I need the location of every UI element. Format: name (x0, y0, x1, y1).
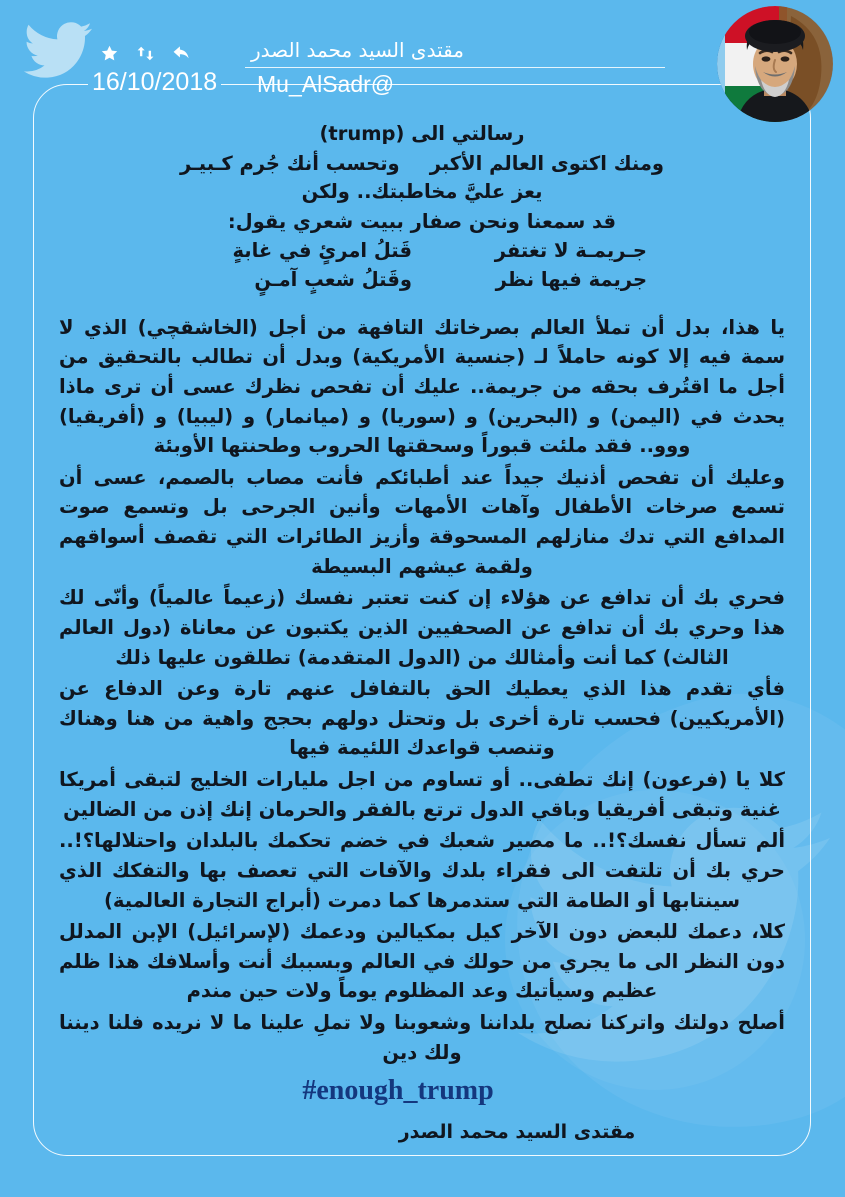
poem-verse (55, 265, 789, 294)
avatar[interactable] (717, 6, 833, 122)
intro-side-text: ومنك اكتوى العالم الأكبر (429, 151, 665, 175)
hashtag[interactable]: #enough_trump (302, 1075, 494, 1107)
poem-verse (55, 236, 789, 265)
tweet-paragraph: وعليك أن تفحص أذنيك جيداً عند أطبائكم فأنت مصاب بالصمم، عسى أن تسمع صرخات الأطفال وآهات الأمهات وأنين الجرحى بل وتسمع صوت المدافع التي تدك منازلهم المسحوقة وأزيز الطائرات التي تقصف أسواقهم ولقمة عيشهم البسيطة (59, 465, 785, 578)
verse-hemistich-a: قَتلُ امرئٍ في غابةٍ (232, 239, 412, 263)
tweet-paragraph: فحري بك أن تدافع عن هؤلاء إن كنت تعتبر نفسك (زعيماً عالمياً) وأنّى لك هذا وحري بك أن تدافع عن الصحفيين الذين يكتبون عن معاناة (دول العالم الثالث) كما أنت وأمثالك من (الدول المتقدمة) تطلقون عليها ذلك (59, 586, 785, 669)
verse-hemistich-b: جـريمـة لا تغتفر (494, 239, 647, 263)
favorite-star-icon[interactable] (100, 44, 119, 63)
account-name: مقتدى السيد محمد الصدر (251, 38, 464, 62)
intro-line-with-side (55, 149, 789, 178)
verse-hemistich-a: وقَتلُ شعبٍ آمـنٍ (254, 268, 412, 292)
intro-line: يعز عليَّ مخاطبتك.. ولكن (301, 179, 543, 203)
spacer (55, 295, 789, 302)
tweet-header (0, 0, 845, 122)
tweet-action-icons (100, 44, 191, 63)
account-handle: Mu_AlSadr@ (257, 71, 395, 97)
intro-line: رسالتي الى (trump) (319, 122, 525, 145)
tweet-paragraph: كلا، دعمك للبعض دون الآخر كيل بمكيالين ودعمك (لإسرائيل) الإبن المدلل دون النظر الى ما يجري من حولك في العالم وبسببك أنت وأسلافك هذا ظلم عظيم وسيأتيك وعد المظلوم يوماً ولات حين مندم (59, 920, 785, 1003)
tweet-paragraph: ألم تسأل نفسك؟!.. ما مصير شعبك في خضم تحكمك بالبلدان واحتلالها؟!.. حري بك أن تلتفت الى فقراء بلدك والآفات التي تعصف بها والتفكك الذي سينتابها أو الطامة التي ستدمرها كما دمرت (أبراج التجارة العالمية) (59, 829, 785, 912)
reply-icon[interactable] (172, 44, 191, 63)
tweet-body (33, 120, 811, 1143)
tweet-paragraph: أصلح دولتك واتركنا نصلح بلداننا وشعوبنا ولا تملِ علينا ما لا نريده فلنا ديننا ولك دين (59, 1011, 785, 1064)
retweet-icon[interactable] (136, 44, 155, 63)
tweet-date: 16/10/2018 (88, 68, 221, 97)
tweet-paragraph: فأي تقدم هذا الذي يعطيك الحق بالتفافل عنهم تارة وعن الدفاع عن (الأمريكيين) فحسب تارة أخرى بل وتحتل دولهم بحجج واهية من هنا وهناك وتنصب قواعدك اللئيمة فيها (59, 677, 785, 760)
account-divider (245, 67, 665, 68)
poem-lead: قد سمعنا ونحن صفار ببيت شعري يقول: (227, 209, 617, 233)
intro-line: وتحسب أنك جُرم كـبيـر (179, 151, 400, 175)
tweet-paragraph: كلا يا (فرعون) إنك تطفى.. أو تساوم من اجل مليارات الخليج لتبقى أمريكا غنية وتبقى أفريقيا وباقي الدول ترتع بالفقر والحرمان إنك إذن من الضالين (59, 768, 785, 821)
verse-hemistich-b: جريمة فيها نظر (495, 268, 647, 292)
account-block (245, 36, 665, 98)
tweet-paragraph: يا هذا، بدل أن تملأ العالم بصرخاتك التافهة من أجل (الخاشقچي) الذي لا سمة فيه إلا كونه حاملاً لـ (جنسية الأمريكية) وبدل أن تطالب بالتحقيق من أجل ما اقتُرف بحقه من جريمة.. عليك أن تفحص نظرك عسى أن ترى ماذا يحدث في (اليمن) و (البحرين) و (سوريا) و (ميانمار) و (ليبيا) و (أفريقيا) ووو.. فقد ملئت قبوراً وسحقتها الحروب وطحنتها الأوبئة (59, 315, 785, 458)
tweet-signature: مقتدى السيد محمد الصدر (398, 1121, 636, 1144)
tweet-intro-block (55, 120, 789, 207)
